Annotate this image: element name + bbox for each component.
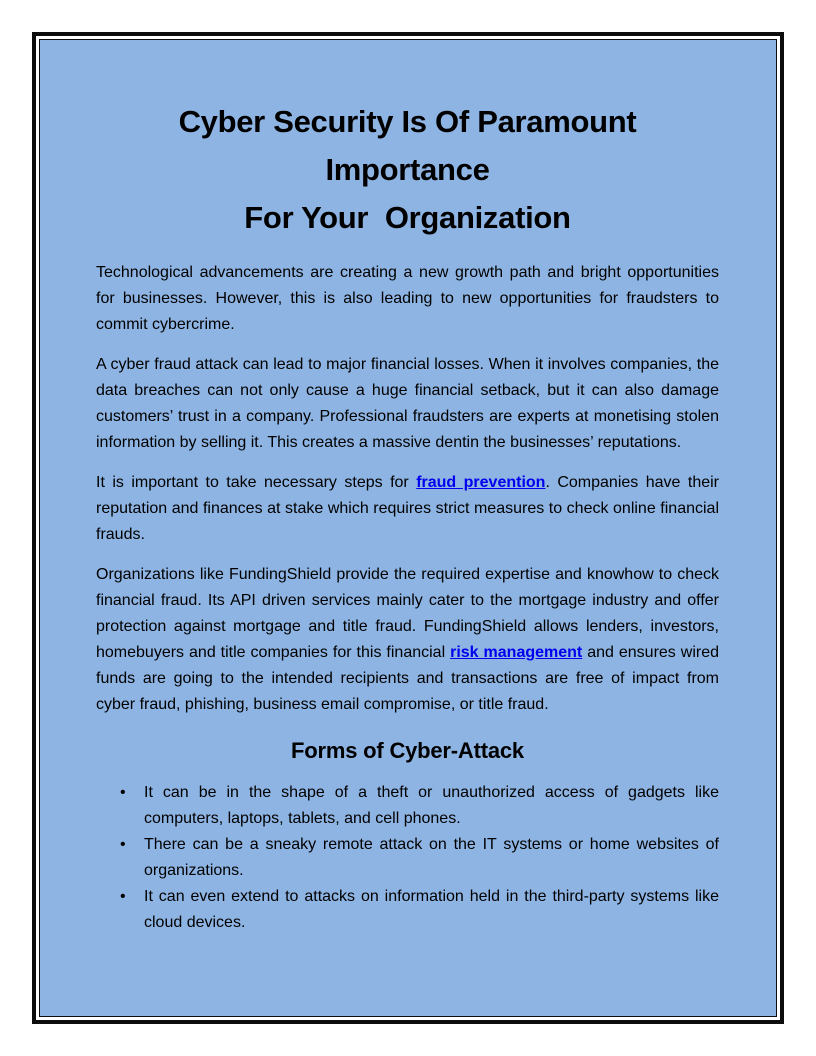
- paragraph-fraud-prevention: [96, 470, 719, 548]
- title-line-2: For Your Organization: [244, 200, 571, 235]
- bullet-icon: •: [120, 836, 126, 853]
- section-heading-forms-of-attack: Forms of Cyber-Attack: [291, 738, 524, 763]
- risk-management-link[interactable]: risk management: [450, 644, 583, 661]
- bullet-icon: •: [120, 888, 126, 905]
- paragraph-fundingshield-text-after: and ensures wired funds are going to the intended recipients and transactions are free of impact from cyber fraud, phishing, business email compromise, or title fraud.: [96, 644, 720, 713]
- list-item-text: There can be a sneaky remote attack on the IT systems or home websites of organizations.: [144, 836, 719, 879]
- list-item-text: It can even extend to attacks on information held in the third-party systems like cloud devices.: [144, 888, 719, 931]
- paragraph-intro: Technological advancements are creating a new growth path and bright opportunities for businesses. However, this is also leading to new opportunities for fraudsters to commit cybercrime.: [96, 264, 719, 333]
- paragraph-fundingshield: [96, 562, 719, 718]
- paragraph-fraud-prevention-text-before: It is important to take necessary steps for: [96, 474, 417, 491]
- list-item: [96, 832, 719, 884]
- page-title: [96, 98, 719, 242]
- document-body: [96, 98, 719, 936]
- paragraph-fundingshield-text-before: Organizations like FundingShield provide the required expertise and knowhow to check financial fraud. Its API driven services mainly cater to the mortgage industry and offer protection against mortgage and title fraud. FundingShield allows lenders, investors, homebuyers and title companies for this financial: [96, 566, 719, 661]
- fraud-prevention-link[interactable]: fraud prevention: [416, 474, 546, 491]
- bullet-icon: •: [120, 784, 126, 801]
- title-line-1: Cyber Security Is Of Paramount Importance: [178, 104, 637, 187]
- paragraph-financial-losses: A cyber fraud attack can lead to major financial losses. When it involves companies, the data breaches can not only cause a huge financial setback, but it can also damage customers’ trust in a company. Professional fraudsters are experts at monetising stolen information by selling it. This creates a massive dentin the businesses’ reputations.: [96, 356, 719, 451]
- paragraph-fraud-prevention-text-after: . Companies have their reputation and finances at stake which requires strict measures to check online financial frauds.: [96, 474, 720, 543]
- attack-forms-list: [96, 780, 719, 936]
- list-item: [96, 780, 719, 832]
- list-item: [96, 884, 719, 936]
- list-item-text: It can be in the shape of a theft or unauthorized access of gadgets like computers, laptops, tablets, and cell phones.: [144, 784, 719, 827]
